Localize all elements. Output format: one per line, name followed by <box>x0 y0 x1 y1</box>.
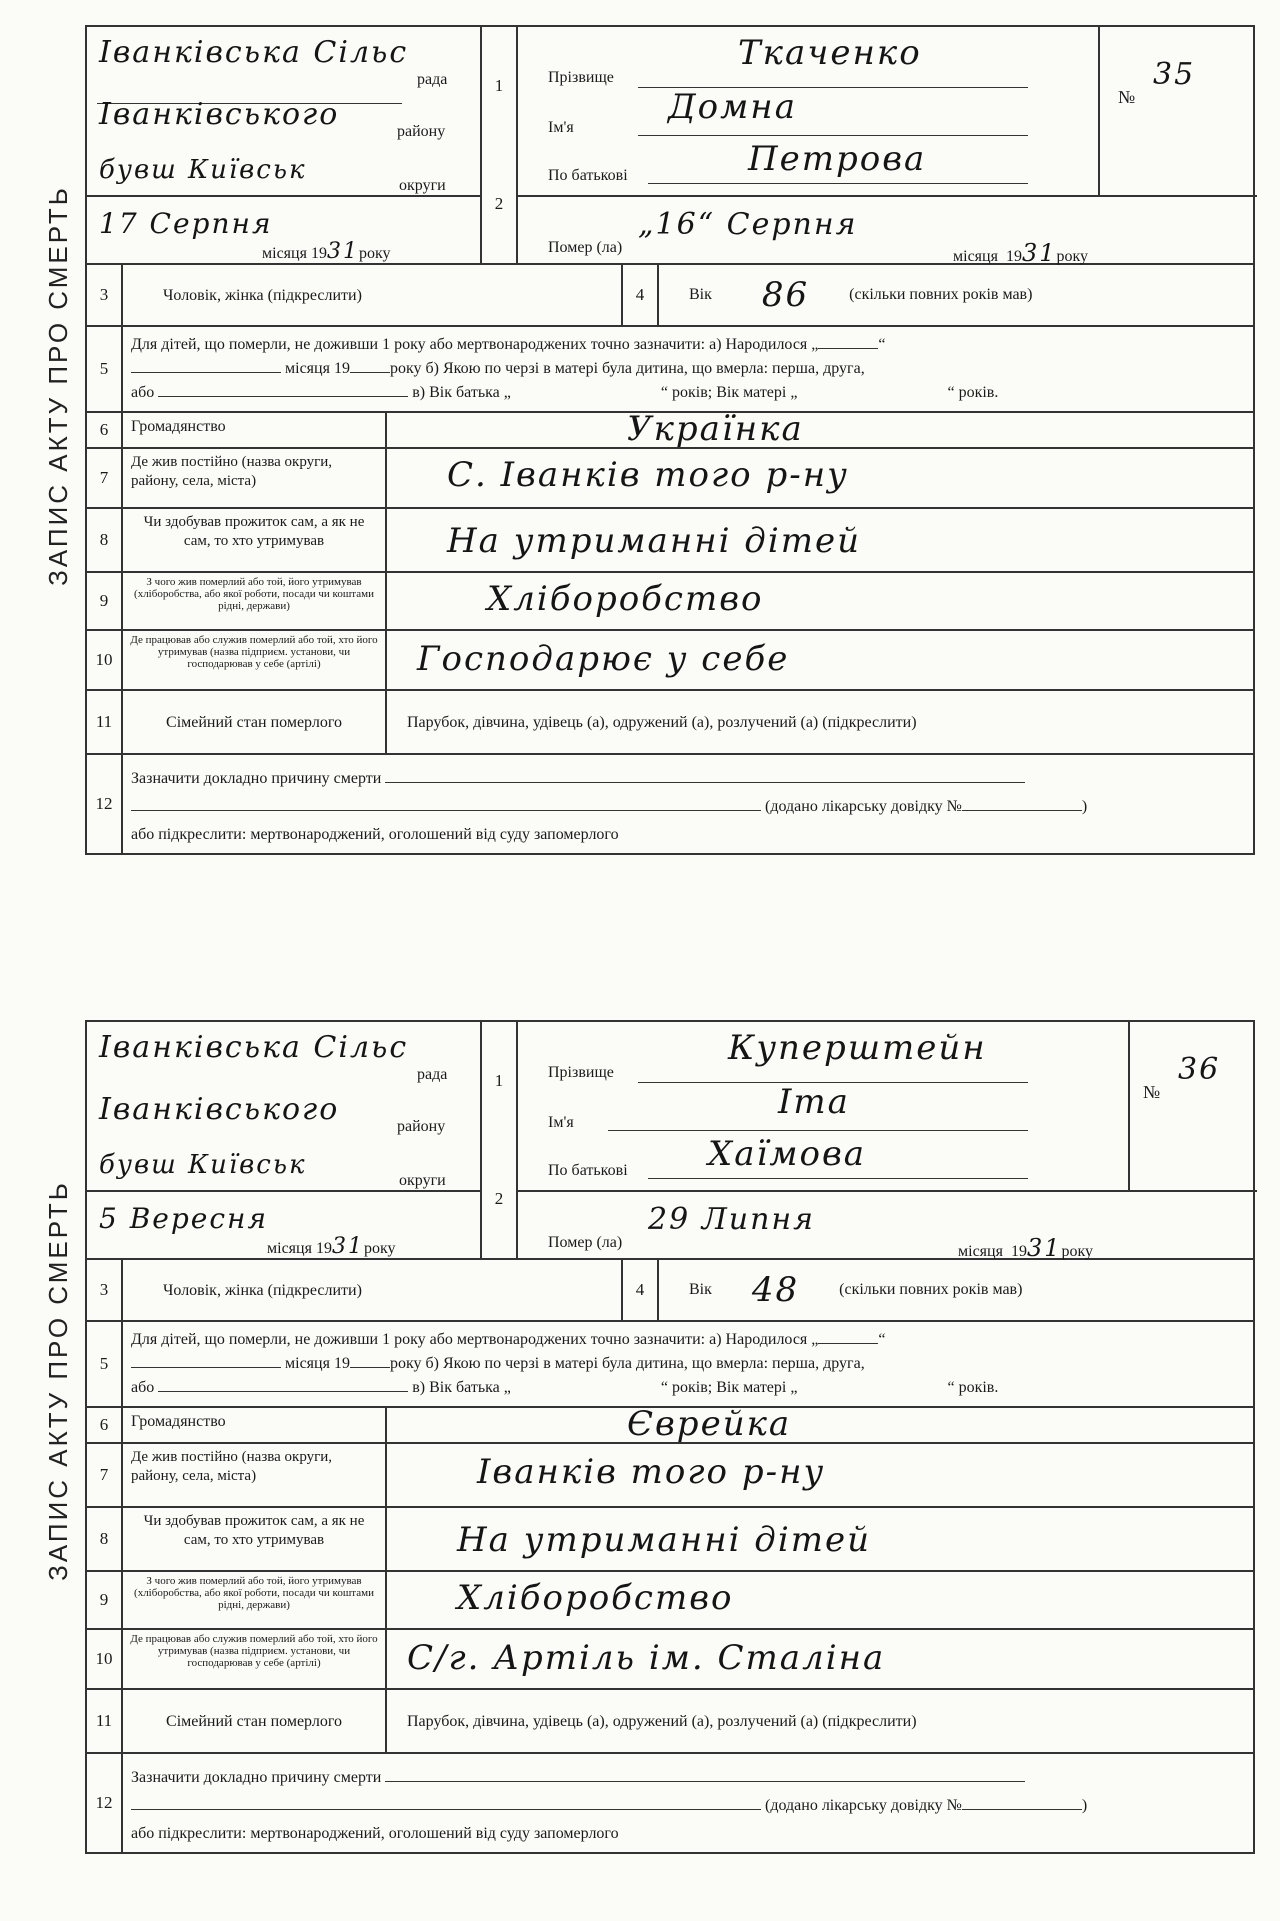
patronymic: Хаїмова <box>708 1134 867 1174</box>
livelihood-value: На утриманні дітей <box>457 1520 871 1560</box>
death-date: „16“ Серпня <box>638 207 858 242</box>
family-status-options: Парубок, дівчина, удівець (а), одружений (а), розлучений (а) (підкреслити) <box>385 691 1255 753</box>
cause-of-death: Зазначити докладно причину смерти (додано лікарську довідку № ) або підкреслити: мертвонароджений, оголошений від суду запомерлого <box>121 755 1255 853</box>
sheet-side-label: ЗАПИС АКТУ ПРО СМЕРТЬ <box>42 184 73 586</box>
citizenship-value: Українка <box>627 409 804 449</box>
district-name: Іванківського <box>99 1092 340 1127</box>
record-form: Іванківська Сільс рада Іванківського району бувш Київськ округи 17 Серпня місяця 1931року 1 2 Прізвище Ткаченко Ім'я Домна По батькові Петрова № 35 Помер (ла) „16“ Серпня місяця 1931року 3 Чоловік, жінка (підкреслити) 4 Вік 86 (скільки повних років мав) 5 Для дітей, що померли, не доживши 1 року або мертвонароджених точно зазначити: а) Народилося „ “ місяця 19 року б) Якою по черзі в матері була дитина, що вмерла: перша, друга, або в) Вік батька „ “ років; Вік матері „ “ років. 6 Громадянство Українка 7 Де жив постійно (назва округи, району, села, міста) С. Іванків того р-ну 8 Чи здобував прожиток сам, а як не сам, то хто утримував На утриманні дітей 9 З чого жив померлий або той, його утримував (хліборобства, або якої роботи, посади чи коштами рідні, держави) Хліборобство 10 Де працював або служив померлий або той, хто його утримував (назва підприєм. установи, чи господарював у себе (артілі) Господарює у себе 11 Сімейний стан померлого Парубок, дівчина, удівець (а), одружений (а), розлучений (а) (підкреслити) 12 Зазначити докладно причину смерти (додано лікарську довідку № ) або підкреслити: мертвонароджений, оголошений від суду запомерлого <box>85 25 1255 855</box>
surname: Ткаченко <box>738 33 922 73</box>
sex-field: Чоловік, жінка (підкреслити) <box>121 265 621 325</box>
residence-value: С. Іванків того р-ну <box>447 455 849 495</box>
workplace-value: Господарює у себе <box>417 639 790 679</box>
income-value: Хліборобство <box>487 579 764 619</box>
age-value: 86 <box>761 275 810 315</box>
record-form: Іванківська Сільс рада Іванківського району бувш Київськ округи 5 Вересня місяця 1931року 1 2 Прізвище Куперштейн Ім'я Іта По батькові Хаїмова № 36 Помер (ла) 29 Липня місяця 1931року 3 Чоловік, жінка (підкреслити) 4 Вік 48 (скільки повних років мав) 5 Для дітей, що померли, не доживши 1 року або мертвонароджених точно зазначити: а) Народилося „ “ місяця 19 року б) Якою по черзі в матері була дитина, що вмерла: перша, друга, або в) Вік батька „ “ років; Вік матері „ “ років. 6 Громадянство Єврейка 7 Де жив постійно (назва округи, району, села, міста) Іванків того р-ну 8 Чи здобував прожиток сам, а як не сам, то хто утримував На утриманні дітей 9 З чого жив померлий або той, його утримував (хліборобства, або якої роботи, посади чи коштами рідні, держави) Хліборобство 10 Де працював або служив померлий або той, хто його утримував (назва підприєм. установи, чи господарював у себе (артілі) С/г. Артіль ім. Сталіна 11 Сімейний стан померлого Парубок, дівчина, удівець (а), одружений (а), розлучений (а) (підкреслити) 12 Зазначити докладно причину смерти (додано лікарську довідку № ) або підкреслити: мертвонароджений, оголошений від суду запомерлого <box>85 1020 1255 1854</box>
given-name: Іта <box>778 1082 850 1122</box>
registration-date: 17 Серпня <box>99 207 273 240</box>
person-block: Прізвище Ткаченко Ім'я Домна По батькові Петрова № 35 Помер (ла) „16“ Серпня місяця 1931року <box>516 27 1255 263</box>
record-number: 36 <box>1178 1052 1221 1087</box>
okruh-name: бувш Київськ <box>99 155 307 185</box>
infant-death-info: Для дітей, що померли, не доживши 1 року або мертвонароджених точно зазначити: а) Народилося „ “ місяця 19 року б) Якою по черзі в матері була дитина, що вмерла: перша, друга, або в) Вік батька „ “ років; Вік матері „ “ років. <box>121 1322 1255 1406</box>
citizenship-value: Єврейка <box>627 1404 792 1444</box>
registry-office-block: Іванківська Сільс рада Іванківського району бувш Київськ округи 17 Серпня місяця 1931року <box>85 27 480 263</box>
given-name: Домна <box>668 87 797 127</box>
registry-office-block: Іванківська Сільс рада Іванківського району бувш Київськ округи 5 Вересня місяця 1931року <box>85 1022 480 1258</box>
district-name: Іванківського <box>99 97 340 132</box>
age-value: 48 <box>751 1270 800 1310</box>
council-name: Іванківська Сільс <box>99 35 409 70</box>
workplace-value: С/г. Артіль ім. Сталіна <box>407 1638 886 1678</box>
council-name: Іванківська Сільс <box>99 1030 409 1065</box>
surname: Куперштейн <box>728 1028 987 1068</box>
family-status-options: Парубок, дівчина, удівець (а), одружений (а), розлучений (а) (підкреслити) <box>385 1690 1255 1752</box>
registration-date: 5 Вересня <box>99 1202 269 1235</box>
infant-death-info: Для дітей, що померли, не доживши 1 року або мертвонароджених точно зазначити: а) Народилося „ “ місяця 19 року б) Якою по черзі в матері була дитина, що вмерла: перша, друга, або в) Вік батька „ “ років; Вік матері „ “ років. <box>121 327 1255 411</box>
record-number: 35 <box>1153 57 1196 92</box>
income-value: Хліборобство <box>457 1578 734 1618</box>
age-field: Вік 48 (скільки повних років мав) <box>657 1260 1255 1320</box>
age-field: Вік 86 (скільки повних років мав) <box>657 265 1255 325</box>
livelihood-value: На утриманні дітей <box>447 521 861 561</box>
patronymic: Петрова <box>748 139 927 179</box>
person-block: Прізвище Куперштейн Ім'я Іта По батькові Хаїмова № 36 Помер (ла) 29 Липня місяця 1931року <box>516 1022 1255 1258</box>
okruh-name: бувш Київськ <box>99 1150 307 1180</box>
cause-of-death: Зазначити докладно причину смерти (додано лікарську довідку № ) або підкреслити: мертвонароджений, оголошений від суду запомерлого <box>121 1754 1255 1852</box>
sex-field: Чоловік, жінка (підкреслити) <box>121 1260 621 1320</box>
residence-value: Іванків того р-ну <box>477 1452 826 1492</box>
sheet-side-label: ЗАПИС АКТУ ПРО СМЕРТЬ <box>42 1179 73 1581</box>
death-date: 29 Липня <box>648 1202 816 1237</box>
